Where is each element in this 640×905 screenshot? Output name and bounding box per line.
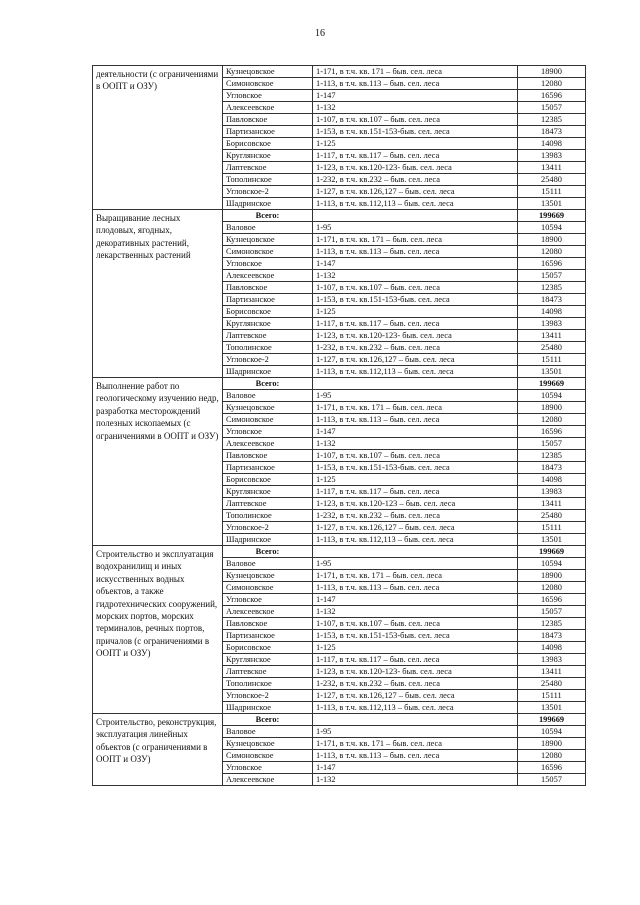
page-number: 16	[315, 28, 325, 39]
district-cell: Борисовское	[223, 474, 313, 486]
district-cell: Шадринское	[223, 534, 313, 546]
total-blocks-empty	[313, 210, 518, 222]
district-cell: Кузнецовское	[223, 234, 313, 246]
area-cell: 12080	[518, 78, 586, 90]
area-cell: 18900	[518, 66, 586, 78]
district-cell: Лаптевское	[223, 162, 313, 174]
blocks-cell: 1-117, в т.ч. кв.117 – быв. сел. леса	[313, 150, 518, 162]
area-cell: 18473	[518, 630, 586, 642]
district-cell: Алексеевское	[223, 102, 313, 114]
blocks-cell: 1-113, в т.ч. кв.113 – быв. сел. леса	[313, 78, 518, 90]
blocks-cell: 1-95	[313, 222, 518, 234]
blocks-cell: 1-113, в т.ч. кв.113 – быв. сел. леса	[313, 582, 518, 594]
district-cell: Шадринское	[223, 198, 313, 210]
district-cell: Борисовское	[223, 306, 313, 318]
area-cell: 15111	[518, 186, 586, 198]
area-cell: 10594	[518, 726, 586, 738]
district-cell: Угловское-2	[223, 522, 313, 534]
district-cell: Симоновское	[223, 246, 313, 258]
district-cell: Шадринское	[223, 366, 313, 378]
blocks-cell: 1-123, в т.ч. кв.120-123- быв. сел. леса	[313, 162, 518, 174]
district-cell: Шадринское	[223, 702, 313, 714]
district-cell: Павловское	[223, 282, 313, 294]
blocks-cell: 1-127, в т.ч. кв.126,127 – быв. сел. леса	[313, 186, 518, 198]
district-cell: Борисовское	[223, 642, 313, 654]
district-cell: Симоновское	[223, 78, 313, 90]
area-cell: 12385	[518, 282, 586, 294]
total-area: 199669	[518, 714, 586, 726]
blocks-cell: 1-123, в т.ч. кв.120-123- быв. сел. леса	[313, 330, 518, 342]
blocks-cell: 1-147	[313, 258, 518, 270]
blocks-cell: 1-117, в т.ч. кв.117 – быв. сел. леса	[313, 654, 518, 666]
blocks-cell: 1-132	[313, 102, 518, 114]
activity-type-cell: деятельности (с ограничениями в ООПТ и ОЗУ)	[93, 66, 223, 210]
blocks-cell: 1-113, в т.ч. кв.112,113 – быв. сел. леса	[313, 198, 518, 210]
district-cell: Лаптевское	[223, 498, 313, 510]
area-cell: 18900	[518, 402, 586, 414]
blocks-cell: 1-153, в т.ч. кв.151-153-быв. сел. леса	[313, 462, 518, 474]
blocks-cell: 1-171, в т.ч. кв. 171 – быв. сел. леса	[313, 570, 518, 582]
area-cell: 13501	[518, 366, 586, 378]
blocks-cell: 1-113, в т.ч. кв.113 – быв. сел. леса	[313, 246, 518, 258]
blocks-cell: 1-232, в т.ч. кв.232 – быв. сел. леса	[313, 510, 518, 522]
area-cell: 15057	[518, 774, 586, 786]
total-blocks-empty	[313, 378, 518, 390]
area-cell: 10594	[518, 390, 586, 402]
district-cell: Валовое	[223, 222, 313, 234]
district-cell: Алексеевское	[223, 606, 313, 618]
area-cell: 13411	[518, 330, 586, 342]
area-cell: 18473	[518, 294, 586, 306]
district-cell: Угловское	[223, 594, 313, 606]
area-cell: 13983	[518, 654, 586, 666]
area-cell: 16596	[518, 594, 586, 606]
blocks-cell: 1-171, в т.ч. кв. 171 – быв. сел. леса	[313, 402, 518, 414]
blocks-cell: 1-132	[313, 270, 518, 282]
blocks-cell: 1-171, в т.ч. кв. 171 – быв. сел. леса	[313, 738, 518, 750]
blocks-cell: 1-153, в т.ч. кв.151-153-быв. сел. леса	[313, 294, 518, 306]
area-cell: 25480	[518, 342, 586, 354]
blocks-cell: 1-232, в т.ч. кв.232 – быв. сел. леса	[313, 174, 518, 186]
blocks-cell: 1-107, в т.ч. кв.107 – быв. сел. леса	[313, 114, 518, 126]
district-cell: Тополинское	[223, 678, 313, 690]
area-cell: 16596	[518, 426, 586, 438]
area-cell: 12080	[518, 246, 586, 258]
blocks-cell: 1-123, в т.ч. кв.120-123- быв. сел. леса	[313, 666, 518, 678]
district-cell: Алексеевское	[223, 270, 313, 282]
district-cell: Тополинское	[223, 510, 313, 522]
area-cell: 12385	[518, 450, 586, 462]
district-cell: Павловское	[223, 450, 313, 462]
blocks-cell: 1-127, в т.ч. кв.126,127 – быв. сел. леса	[313, 690, 518, 702]
area-cell: 18900	[518, 570, 586, 582]
blocks-cell: 1-147	[313, 762, 518, 774]
blocks-cell: 1-153, в т.ч. кв.151-153-быв. сел. леса	[313, 630, 518, 642]
district-cell: Симоновское	[223, 582, 313, 594]
district-cell: Валовое	[223, 726, 313, 738]
area-cell: 12080	[518, 414, 586, 426]
blocks-cell: 1-125	[313, 474, 518, 486]
area-cell: 14098	[518, 138, 586, 150]
blocks-cell: 1-95	[313, 726, 518, 738]
total-row	[93, 714, 586, 726]
blocks-cell: 1-113, в т.ч. кв.112,113 – быв. сел. леса	[313, 534, 518, 546]
district-cell: Угловское	[223, 90, 313, 102]
activity-type-cell: Строительство, реконструкция, эксплуатация линейных объектов (с ограничениями в ООПТ и ОЗУ)	[93, 714, 223, 786]
area-cell: 18900	[518, 234, 586, 246]
blocks-cell: 1-125	[313, 138, 518, 150]
total-label: Всего:	[223, 378, 313, 390]
district-cell: Алексеевское	[223, 774, 313, 786]
area-cell: 12080	[518, 750, 586, 762]
district-cell: Симоновское	[223, 750, 313, 762]
area-cell: 12385	[518, 618, 586, 630]
area-cell: 18473	[518, 462, 586, 474]
blocks-cell: 1-132	[313, 606, 518, 618]
total-label: Всего:	[223, 546, 313, 558]
area-cell: 14098	[518, 474, 586, 486]
blocks-cell: 1-95	[313, 558, 518, 570]
area-cell: 14098	[518, 306, 586, 318]
district-cell: Алексеевское	[223, 438, 313, 450]
area-cell: 13411	[518, 498, 586, 510]
district-cell: Тополинское	[223, 342, 313, 354]
area-cell: 25480	[518, 678, 586, 690]
blocks-cell: 1-107, в т.ч. кв.107 – быв. сел. леса	[313, 450, 518, 462]
blocks-cell: 1-132	[313, 774, 518, 786]
blocks-cell: 1-113, в т.ч. кв.112,113 – быв. сел. леса	[313, 366, 518, 378]
area-cell: 16596	[518, 258, 586, 270]
district-cell: Круглянское	[223, 318, 313, 330]
area-cell: 15057	[518, 606, 586, 618]
district-cell: Валовое	[223, 558, 313, 570]
district-cell: Угловское	[223, 258, 313, 270]
district-cell: Круглянское	[223, 486, 313, 498]
area-cell: 13411	[518, 162, 586, 174]
district-cell: Кузнецовское	[223, 66, 313, 78]
total-row	[93, 546, 586, 558]
area-cell: 15057	[518, 438, 586, 450]
district-cell: Партизанское	[223, 630, 313, 642]
area-cell: 16596	[518, 762, 586, 774]
blocks-cell: 1-153, в т.ч. кв.151-153-быв. сел. леса	[313, 126, 518, 138]
district-cell: Валовое	[223, 390, 313, 402]
district-cell: Партизанское	[223, 294, 313, 306]
total-row	[93, 378, 586, 390]
blocks-cell: 1-117, в т.ч. кв.117 – быв. сел. леса	[313, 318, 518, 330]
area-cell: 15111	[518, 522, 586, 534]
blocks-cell: 1-95	[313, 390, 518, 402]
total-area: 199669	[518, 378, 586, 390]
area-cell: 15057	[518, 102, 586, 114]
blocks-cell: 1-107, в т.ч. кв.107 – быв. сел. леса	[313, 618, 518, 630]
table-body	[93, 66, 586, 786]
activity-type-cell: Выращивание лесных плодовых, ягодных, декоративных растений, лекарственных растений	[93, 210, 223, 378]
area-cell: 18473	[518, 126, 586, 138]
blocks-cell: 1-232, в т.ч. кв.232 – быв. сел. леса	[313, 678, 518, 690]
total-area: 199669	[518, 210, 586, 222]
district-cell: Партизанское	[223, 462, 313, 474]
area-cell: 13501	[518, 702, 586, 714]
area-cell: 15057	[518, 270, 586, 282]
blocks-cell: 1-107, в т.ч. кв.107 – быв. сел. леса	[313, 282, 518, 294]
area-cell: 12385	[518, 114, 586, 126]
blocks-cell: 1-171, в т.ч. кв. 171 – быв. сел. леса	[313, 234, 518, 246]
district-cell: Угловское-2	[223, 186, 313, 198]
total-label: Всего:	[223, 210, 313, 222]
blocks-cell: 1-125	[313, 642, 518, 654]
area-cell: 10594	[518, 222, 586, 234]
blocks-cell: 1-127, в т.ч. кв.126,127 – быв. сел. леса	[313, 354, 518, 366]
district-cell: Партизанское	[223, 126, 313, 138]
activity-type-cell: Выполнение работ по геологическому изучению недр, разработка месторождений полезных ископаемых (с ограничениями в ООПТ и ОЗУ)	[93, 378, 223, 546]
blocks-cell: 1-113, в т.ч. кв.113 – быв. сел. леса	[313, 414, 518, 426]
blocks-cell: 1-125	[313, 306, 518, 318]
blocks-cell: 1-113, в т.ч. кв.112,113 – быв. сел. леса	[313, 702, 518, 714]
area-cell: 14098	[518, 642, 586, 654]
district-cell: Симоновское	[223, 414, 313, 426]
blocks-cell: 1-147	[313, 90, 518, 102]
total-label: Всего:	[223, 714, 313, 726]
blocks-cell: 1-113, в т.ч. кв.113 – быв. сел. леса	[313, 750, 518, 762]
area-cell: 10594	[518, 558, 586, 570]
district-cell: Лаптевское	[223, 330, 313, 342]
district-cell: Угловское	[223, 426, 313, 438]
blocks-cell: 1-117, в т.ч. кв.117 – быв. сел. леса	[313, 486, 518, 498]
total-blocks-empty	[313, 546, 518, 558]
area-cell: 16596	[518, 90, 586, 102]
area-cell: 13983	[518, 318, 586, 330]
total-row	[93, 210, 586, 222]
blocks-cell: 1-147	[313, 426, 518, 438]
district-cell: Круглянское	[223, 150, 313, 162]
total-area: 199669	[518, 546, 586, 558]
district-cell: Тополинское	[223, 174, 313, 186]
district-cell: Угловское	[223, 762, 313, 774]
blocks-cell: 1-123, в т.ч. кв.120-123 – быв. сел. леса	[313, 498, 518, 510]
blocks-cell: 1-132	[313, 438, 518, 450]
district-cell: Угловское-2	[223, 354, 313, 366]
district-cell: Угловское-2	[223, 690, 313, 702]
area-cell: 13501	[518, 534, 586, 546]
district-cell: Кузнецовское	[223, 738, 313, 750]
area-cell: 25480	[518, 510, 586, 522]
blocks-cell: 1-147	[313, 594, 518, 606]
blocks-cell: 1-127, в т.ч. кв.126,127 – быв. сел. леса	[313, 522, 518, 534]
total-blocks-empty	[313, 714, 518, 726]
forestry-table	[92, 65, 586, 786]
area-cell: 13501	[518, 198, 586, 210]
table-row	[93, 66, 586, 78]
blocks-cell: 1-232, в т.ч. кв.232 – быв. сел. леса	[313, 342, 518, 354]
activity-type-cell: Строительство и эксплуатация водохранилищ и иных искусственных водных объектов, а также гидротехнических сооружений, морских портов, морских терминалов, речных портов, причалов (с ограничениями в ООПТ и ОЗУ)	[93, 546, 223, 714]
area-cell: 13983	[518, 486, 586, 498]
district-cell: Кузнецовское	[223, 570, 313, 582]
blocks-cell: 1-171, в т.ч. кв. 171 – быв. сел. леса	[313, 66, 518, 78]
district-cell: Круглянское	[223, 654, 313, 666]
district-cell: Павловское	[223, 114, 313, 126]
area-cell: 25480	[518, 174, 586, 186]
district-cell: Кузнецовское	[223, 402, 313, 414]
district-cell: Борисовское	[223, 138, 313, 150]
area-cell: 13983	[518, 150, 586, 162]
district-cell: Лаптевское	[223, 666, 313, 678]
area-cell: 15111	[518, 690, 586, 702]
district-cell: Павловское	[223, 618, 313, 630]
area-cell: 15111	[518, 354, 586, 366]
area-cell: 12080	[518, 582, 586, 594]
area-cell: 13411	[518, 666, 586, 678]
area-cell: 18900	[518, 738, 586, 750]
